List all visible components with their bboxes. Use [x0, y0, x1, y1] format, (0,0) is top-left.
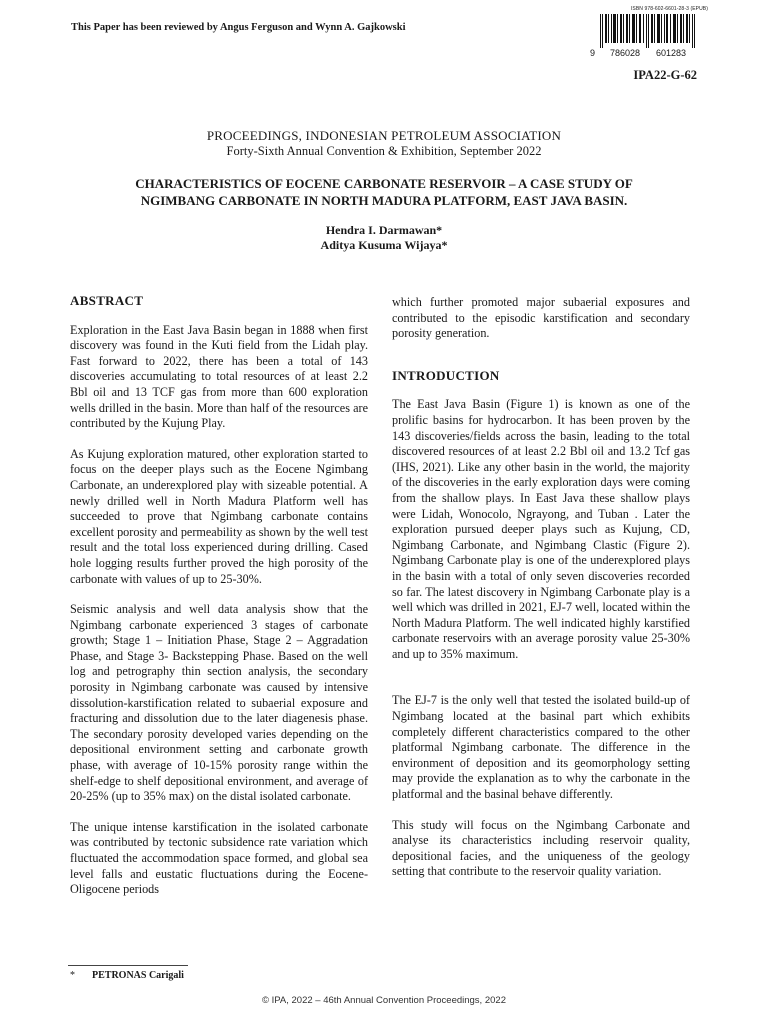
proceedings-title: PROCEEDINGS, INDONESIAN PETROLEUM ASSOCIATION: [206, 128, 562, 143]
introduction-paragraph: The EJ-7 is the only well that tested the isolated build-up of Ngimbang located at the basinal part which exhibits completely different characteristics compared to the other platformal Ngimbang carbonate. The difference in the environment of deposition and its geomorphology setting may provide the explanation as to why the carbonate in the platformal and the basinal behave differently.: [392, 693, 690, 802]
abstract-paragraph: The unique intense karstification in the isolated carbonate was contributed by tectonic subsidence rate variation which fluctuated the accommodation space formed, and global sea level falls and eustatic fluctuations during the Eocene-Oligocene periods: [70, 819, 368, 897]
abstract-continuation: which further promoted major subaerial exposures and contributed to the episodic karstification and secondary porosity generation.: [392, 295, 690, 341]
author-affiliation: PETRONAS Carigali: [92, 970, 184, 981]
abstract-paragraph: Exploration in the East Java Basin began in 1888 when first discovery was found in the Kuti field from the Lidah play. Fast forward to 2022, there has been a total of 143 discoveries accumulating to total resources of at least 2.2 Bbl oil and 13 TCF gas from more than 600 exploration wells drilled in the basin. More than half of the resources are contributed by the Kujung Play.: [70, 322, 368, 431]
author-name: Hendra I. Darmawan*: [325, 223, 443, 237]
abstract-paragraph: As Kujung exploration matured, other exploration started to focus on the deeper plays such as the Eocene Ngimbang Carbonate, an underexplored play with sizeable potential. A newly drilled well in North Madura Platform well has succeeded to prove that Ngimbang carbonate contains excellent porosity and permeability as shown by the well test result and the total loss experienced during drilling. Cased hole logging results further proved the high porosity of the carbonate with values of up to 25-30%.: [70, 446, 368, 586]
convention-subtitle: Forty-Sixth Annual Convention & Exhibition, September 2022: [226, 144, 542, 158]
isbn-barcode: [588, 6, 708, 58]
barcode-digit-group-1: 786028: [610, 48, 641, 58]
introduction-paragraph: This study will focus on the Ngimbang Carbonate and analyse its characteristics including reservoir quality, depositional facies, and the uniqueness of the geology setting that contribute to the reservoir quality variation.: [392, 817, 690, 879]
author-list: [70, 223, 698, 253]
abstract-paragraph: Seismic analysis and well data analysis show that the Ngimbang carbonate experienced 3 stages of carbonate growth; Stage 1 – Initiation Phase, Stage 2 – Aggradation Phase, and Stage 3- Backstepping Phase. Based on the well log and petrography thin section analysis, the secondary porosity in Ngimbang carbonate was caused by intensive dissolution-karstification related to subaerial exposure and fracturing and dissolution due to the later diagenesis phase. The secondary porosity developed varies depending on the depositional environment setting and carbonate growth phase, with average of 10-15% porosity range within the shelf-edge to shelf depositional environment, and average of 20-25% (up to 35% max) on the distal isolated carbonate.: [70, 602, 368, 804]
paper-title-line-2: NGIMBANG CARBONATE IN NORTH MADURA PLATFORM, EAST JAVA BASIN.: [140, 193, 628, 208]
introduction-heading: INTRODUCTION: [392, 367, 500, 383]
footnote-divider: [68, 965, 188, 966]
paper-id: IPA22-G-62: [633, 68, 697, 82]
footnote: [70, 970, 184, 981]
reviewer-note: This Paper has been reviewed by Angus Ferguson and Wynn A. Gajkowski: [71, 22, 406, 33]
page-footer: © IPA, 2022 – 46th Annual Convention Proceedings, 2022: [262, 995, 506, 1006]
abstract-heading: ABSTRACT: [70, 293, 144, 308]
paper-title: [70, 175, 698, 209]
barcode-digit-prefix: 9: [590, 48, 596, 58]
paper-title-line-1: CHARACTERISTICS OF EOCENE CARBONATE RESERVOIR – A CASE STUDY OF: [135, 176, 633, 191]
author-name: Aditya Kusuma Wijaya*: [320, 238, 448, 252]
right-column: [392, 295, 690, 880]
barcode-digit-group-2: 601283: [656, 48, 687, 58]
introduction-paragraph: The East Java Basin (Figure 1) is known as one of the prolific basins for hydrocarbon. It has been proven by the 143 discoveries/fields across the basin, leading to the total discovered resources of at least 2.2 Bbl oil and 13.2 Tcf gas (IHS, 2021). Like any other basin in the world, the majority of the discoveries in the early exploration days were coming from the shallow plays. In East Java these shallow plays were Lidah, Wonocolo, Ngrayong, and Tuban . Later the exploration pursued deeper plays such as Kujung, CD, Ngimbang Carbonate, and Ngimbang Clastic (Figure 2). Ngimbang Carbonate play is one of the underexplored plays in the basin with a total of only seven discoveries recorded so far. The latest discovery in Ngimbang Carbonate play is a well which was drilled in 2021, EJ-7 well, located within the North Madura Platform. The well indicated highly karstified carbonate reservoirs with an average porosity value 25-30% and up to 35% maximum.: [392, 397, 690, 661]
barcode-icon: [588, 14, 708, 48]
isbn-text: ISBN 978-602-6601-28-3 (EPUB): [630, 6, 708, 12]
footnote-mark: *: [70, 970, 75, 981]
barcode-digits: [588, 48, 708, 58]
left-column: [70, 293, 368, 898]
